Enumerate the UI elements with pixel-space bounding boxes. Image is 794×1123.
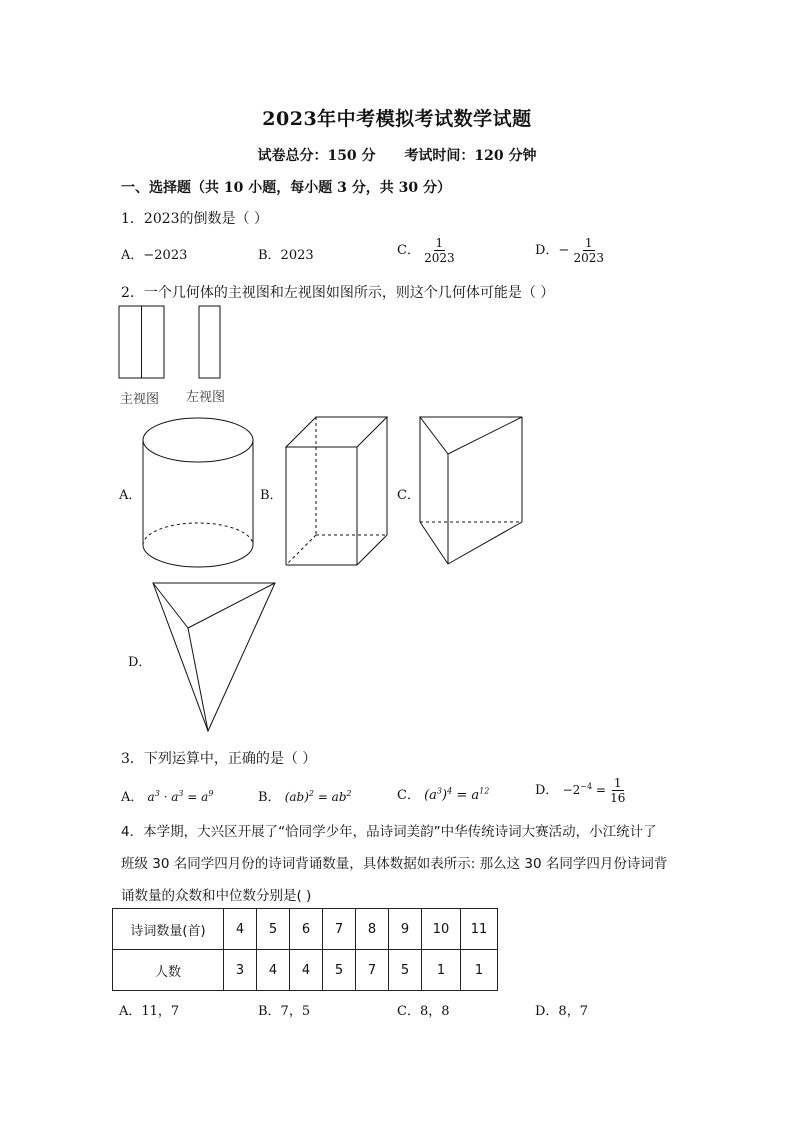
front-view-caption: 主视图 — [120, 392, 160, 407]
table-cell: 5 — [323, 950, 356, 991]
q3-option-d-fraction — [610, 776, 625, 805]
exam-time: 考试时间：120 分钟 — [404, 148, 537, 164]
table-cell: 7 — [323, 909, 356, 950]
pyramid-figure — [150, 580, 280, 736]
front-view-figure — [118, 305, 168, 381]
section-heading: 一、选择题（共 10 小题，每小题 3 分，共 30 分） — [121, 180, 451, 196]
fraction-denominator: 2023 — [424, 251, 455, 265]
q4-option-b: B．7，5 — [258, 1004, 311, 1019]
fraction-numerator: 1 — [613, 776, 622, 790]
total-score: 试卷总分：150 分 — [257, 148, 376, 164]
q3-option-b — [258, 786, 352, 805]
q4-stem-line3: 诵数量的众数和中位数分别是( ) — [121, 888, 312, 904]
table-cell: 6 — [290, 909, 323, 950]
poem-count-table — [112, 908, 498, 991]
fraction-denominator: 16 — [610, 791, 626, 805]
fraction-numerator: 1 — [435, 236, 444, 250]
table-cell: 9 — [389, 909, 422, 950]
table-cell: 5 — [389, 950, 422, 991]
left-view-caption: 左视图 — [186, 390, 226, 405]
q3-option-a-label: A． — [121, 790, 144, 805]
q4-stem-line2: 班级 30 名同学四月份的诗词背诵数量，具体数据如表所示: 那么这 30 名同学四月份诗词背 — [121, 856, 668, 872]
table-cell: 1 — [461, 950, 498, 991]
q3-option-c-formula: $(a^3)^4 = a^{12}$ — [424, 786, 490, 803]
page-title: 2023年中考模拟考试数学试题 — [262, 108, 532, 130]
q1-stem: 1．2023的倒数是（ ） — [121, 211, 268, 227]
q3-option-c-label: C． — [397, 788, 420, 803]
cylinder-figure — [140, 412, 260, 572]
q4-option-a: A．11，7 — [119, 1004, 180, 1019]
q2-option-c-label: C． — [397, 488, 420, 503]
table-header-cell: 人数 — [113, 950, 224, 991]
q3-option-b-formula: $(ab)^2 = ab^2$ — [284, 789, 352, 804]
q1-option-a: A．−2023 — [121, 248, 188, 263]
table-row — [113, 909, 498, 950]
q4-option-c: C．8，8 — [397, 1004, 450, 1019]
q3-option-d — [535, 776, 625, 805]
table-cell: 7 — [356, 950, 389, 991]
triangular-prism-figure — [418, 414, 528, 570]
fraction-numerator: 1 — [584, 236, 593, 250]
left-view-figure — [198, 305, 224, 381]
q1-option-d — [535, 236, 604, 265]
q3-option-b-label: B． — [258, 790, 281, 805]
table-cell: 10 — [422, 909, 461, 950]
prism-figure — [282, 413, 394, 569]
table-cell: 11 — [461, 909, 498, 950]
q1-option-d-fraction — [573, 236, 604, 265]
q2-option-d-label: D． — [128, 655, 152, 670]
exam-meta — [0, 145, 794, 165]
q1-option-c-label: C． — [397, 243, 420, 258]
table-cell: 5 — [257, 909, 290, 950]
q3-option-a — [121, 786, 213, 805]
q3-stem: 3．下列运算中，正确的是（ ） — [121, 751, 317, 767]
q3-option-d-formula: $-2^{-4}$ = — [562, 782, 606, 797]
q1-option-c-fraction — [424, 236, 455, 265]
q2-stem: 2．一个几何体的主视图和左视图如图所示，则这个几何体可能是（ ） — [121, 285, 555, 301]
q3-option-d-label: D． — [535, 783, 559, 798]
table-cell: 3 — [224, 950, 257, 991]
fraction-denominator: 2023 — [573, 251, 605, 265]
q1-option-b: B．2023 — [258, 248, 314, 263]
q4-option-d: D．8，7 — [535, 1004, 588, 1019]
q4-stem-line1: 4．本学期，大兴区开展了“恰同学少年，品诗词美韵”中华传统诗词大赛活动，小江统计了 — [121, 824, 657, 840]
table-cell: 4 — [224, 909, 257, 950]
table-row — [113, 950, 498, 991]
q2-option-b-label: B． — [260, 488, 283, 503]
q3-option-c — [397, 784, 489, 803]
q3-option-a-formula: $a^3 \cdot a^3 = a^9$ — [147, 789, 214, 804]
table-header-cell: 诗词数量(首) — [113, 909, 224, 950]
table-cell: 4 — [290, 950, 323, 991]
q1-option-d-label: D．− — [535, 243, 570, 258]
q1-option-c — [397, 236, 455, 265]
table-cell: 4 — [257, 950, 290, 991]
table-cell: 1 — [422, 950, 461, 991]
q2-option-a-label: A． — [119, 488, 142, 503]
table-cell: 8 — [356, 909, 389, 950]
